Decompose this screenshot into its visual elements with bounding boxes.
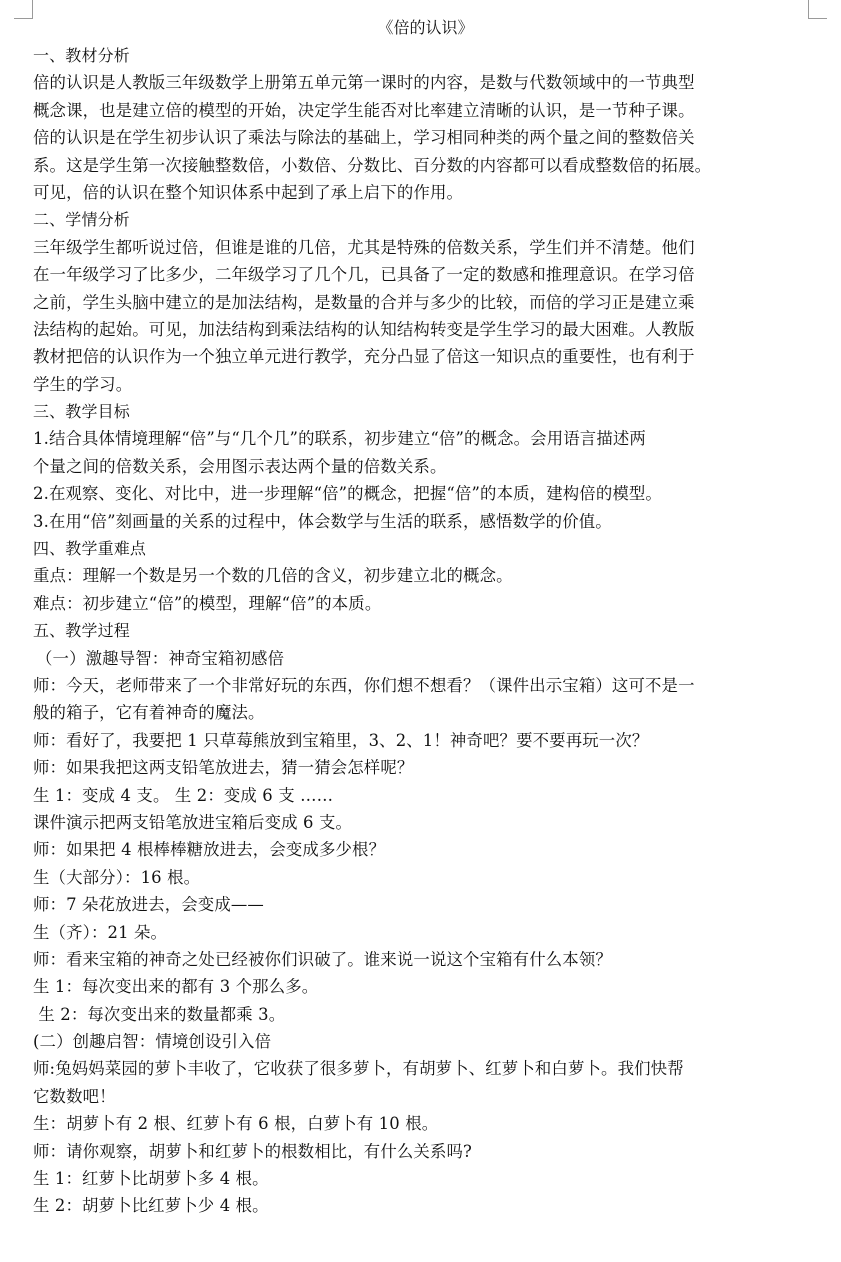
dialogue-line: 师：今天，老师带来了一个非常好玩的东西，你们想不想看？（课件出示宝箱）这可不是一 bbox=[33, 675, 695, 695]
section-heading: 二、学情分析 bbox=[33, 210, 130, 230]
paragraph-line: 1.结合具体情境理解“倍”与“几个几”的联系，初步建立“倍”的概念。会用语言描述两 bbox=[33, 429, 646, 449]
page-corner-mark-right bbox=[808, 0, 827, 19]
paragraph-line: 三年级学生都听说过倍，但谁是谁的几倍，尤其是特殊的倍数关系，学生们并不清楚。他们 bbox=[33, 237, 695, 257]
page-corner-mark-left bbox=[14, 0, 33, 19]
section-heading: 五、教学过程 bbox=[33, 621, 130, 641]
paragraph-line: 概念课，也是建立倍的模型的开始，决定学生能否对比率建立清晰的认识，是一节种子课。 bbox=[33, 100, 695, 120]
dialogue-line: 它数数吧！ bbox=[33, 1086, 116, 1106]
paragraph-line: 在一年级学习了比多少，二年级学习了几个几，已具备了一定的数感和推理意识。在学习倍 bbox=[33, 265, 695, 285]
dialogue-line: 生 1：变成 4 支。 生 2：变成 6 支 …… bbox=[33, 785, 334, 805]
dialogue-line: 师：请你观察，胡萝卜和红萝卜的根数相比，有什么关系吗? bbox=[33, 1141, 472, 1161]
dialogue-line: 生（齐）：21 朵。 bbox=[33, 922, 168, 942]
section-heading: 一、教材分析 bbox=[33, 46, 130, 65]
dialogue-line: 课件演示把两支铅笔放进宝箱后变成 6 支。 bbox=[33, 812, 353, 832]
dialogue-line: 师：如果把 4 根棒棒糖放进去，会变成多少根？ bbox=[33, 840, 386, 860]
dialogue-line: 生：胡萝卜有 2 根、红萝卜有 6 根，白萝卜有 10 根。 bbox=[33, 1114, 439, 1134]
subsection-heading: （一）激趣导智：神奇宝箱初感倍 bbox=[36, 648, 285, 668]
dialogue-line: 生（大部分）：16 根。 bbox=[33, 867, 201, 887]
dialogue-line: 师：7 朵花放进去，会变成—— bbox=[33, 895, 264, 915]
paragraph-line: 可见，倍的认识在整个知识体系中起到了承上启下的作用。 bbox=[33, 182, 464, 202]
paragraph-line: 法结构的起始。可见，加法结构到乘法结构的认知结构转变是学生学习的最大困难。人教版 bbox=[33, 319, 695, 339]
dialogue-line: 生 1：每次变出来的都有 3 个那么多。 bbox=[33, 977, 319, 997]
dialogue-line: 师：看好了，我要把 1 只草莓熊放到宝箱里，3、2、1！神奇吧？要不要再玩一次？ bbox=[33, 730, 649, 750]
paragraph-line: 个量之间的倍数关系，会用图示表达两个量的倍数关系。 bbox=[33, 456, 447, 476]
paragraph-line: 3.在用“倍”刻画量的关系的过程中，体会数学与生活的联系，感悟数学的价值。 bbox=[33, 511, 612, 531]
section-heading: 三、教学目标 bbox=[33, 402, 130, 422]
dialogue-line: 师：看来宝箱的神奇之处已经被你们识破了。谁来说一说这个宝箱有什么本领？ bbox=[33, 949, 612, 969]
document-title: 《倍的认识》 bbox=[377, 18, 474, 37]
subsection-heading: (二）创趣启智：情境创设引入倍 bbox=[33, 1032, 272, 1052]
paragraph-line: 2.在观察、变化、对比中，进一步理解“倍”的概念，把握“倍”的本质，建构倍的模型。 bbox=[33, 484, 662, 504]
paragraph-line: 重点：理解一个数是另一个数的几倍的含义，初步建立北的概念。 bbox=[33, 566, 513, 586]
paragraph-line: 教材把倍的认识作为一个独立单元进行教学，充分凸显了倍这一知识点的重要性，也有利于 bbox=[33, 347, 695, 367]
paragraph-line: 倍的认识是在学生初步认识了乘法与除法的基础上，学习相同种类的两个量之间的整数倍关 bbox=[33, 128, 695, 148]
dialogue-line: 师:兔妈妈菜园的萝卜丰收了，它收获了很多萝卜，有胡萝卜、红萝卜和白萝卜。我们快帮 bbox=[33, 1059, 684, 1079]
dialogue-line: 生 2：胡萝卜比红萝卜少 4 根。 bbox=[33, 1196, 269, 1216]
section-heading: 四、教学重难点 bbox=[33, 539, 147, 559]
paragraph-line: 难点：初步建立“倍”的模型，理解“倍”的本质。 bbox=[33, 593, 382, 613]
dialogue-line: 般的箱子，它有着神奇的魔法。 bbox=[33, 703, 265, 723]
paragraph-line: 倍的认识是人教版三年级数学上册第五单元第一课时的内容，是数与代数领域中的一节典型 bbox=[33, 73, 695, 93]
paragraph-line: 之前，学生头脑中建立的是加法结构，是数量的合并与多少的比较，而倍的学习正是建立乘 bbox=[33, 292, 695, 312]
dialogue-line: 生 2：每次变出来的数量都乘 3。 bbox=[33, 1004, 286, 1024]
dialogue-line: 师：如果我把这两支铅笔放进去，猜一猜会怎样呢？ bbox=[33, 758, 414, 778]
document-body bbox=[33, 14, 783, 1220]
paragraph-line: 系。这是学生第一次接触整数倍，小数倍、分数比、百分数的内容都可以看成整数倍的拓展。 bbox=[33, 155, 712, 175]
dialogue-line: 生 1：红萝卜比胡萝卜多 4 根。 bbox=[33, 1169, 269, 1189]
paragraph-line: 学生的学习。 bbox=[33, 374, 133, 394]
